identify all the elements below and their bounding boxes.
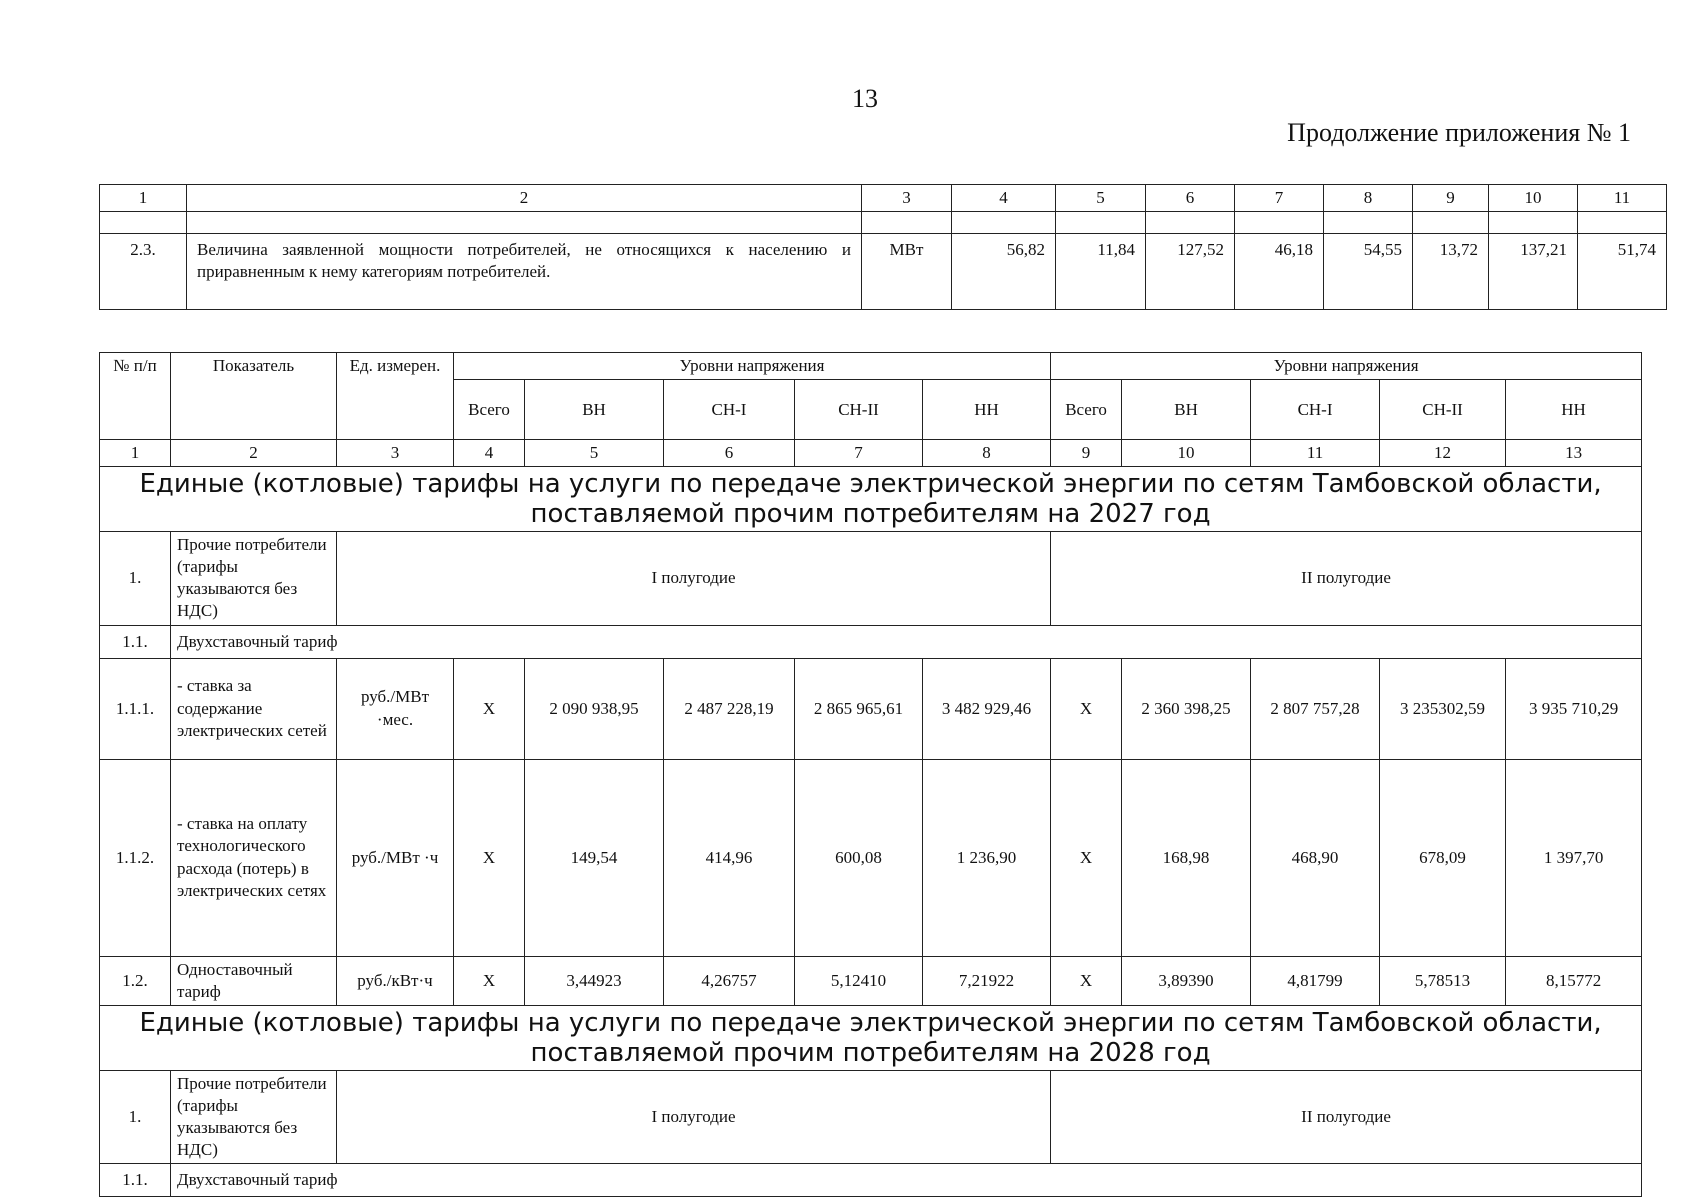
cell-value: Х: [454, 956, 525, 1005]
col-num: 5: [1056, 185, 1146, 212]
spacer-row: [100, 212, 1667, 234]
row-label: - ставка за содержание электрических сетей: [171, 658, 337, 759]
subheader: ВН: [525, 380, 664, 440]
table-row: [100, 625, 1642, 658]
col-num: 2: [171, 440, 337, 467]
subheader: НН: [1506, 380, 1642, 440]
row-unit: руб./кВт·ч: [337, 956, 454, 1005]
col-num: 4: [454, 440, 525, 467]
col-num: 6: [1146, 185, 1235, 212]
power-capacity-table: [99, 184, 1667, 310]
cell-value: 2 865 965,61: [795, 658, 923, 759]
cell-value: 137,21: [1489, 234, 1578, 310]
cell-value: Х: [1051, 759, 1122, 956]
cell-value: 3 935 710,29: [1506, 658, 1642, 759]
header-voltage-levels: Уровни напряжения: [454, 353, 1051, 380]
col-num: 7: [1235, 185, 1324, 212]
cell-value: 678,09: [1380, 759, 1506, 956]
row-label: Двухставочный тариф: [171, 625, 1642, 658]
row-unit: МВт: [862, 234, 952, 310]
col-num: 10: [1122, 440, 1251, 467]
cell-value: 13,72: [1413, 234, 1489, 310]
header-unit: Ед. измерен.: [337, 353, 454, 440]
cell-value: Х: [454, 658, 525, 759]
col-num: 9: [1051, 440, 1122, 467]
cell-value: 2 487 228,19: [664, 658, 795, 759]
page-number: 13: [852, 84, 878, 113]
table-row: [100, 532, 1642, 625]
cell-value: 5,78513: [1380, 956, 1506, 1005]
header-indicator: Показатель: [171, 353, 337, 440]
row-label: Прочие потребители (тарифы указываются без НДС): [171, 532, 337, 625]
cell-value: 46,18: [1235, 234, 1324, 310]
row-number: 1.: [100, 532, 171, 625]
row-number: 1.: [100, 1070, 171, 1163]
col-num: 6: [664, 440, 795, 467]
cell-value: 5,12410: [795, 956, 923, 1005]
row-unit: руб./МВт ·мес.: [337, 658, 454, 759]
cell-value: 3 235302,59: [1380, 658, 1506, 759]
cell-value: Х: [454, 759, 525, 956]
cell-value: 468,90: [1251, 759, 1380, 956]
row-number: 1.1.: [100, 625, 171, 658]
subheader: Всего: [454, 380, 525, 440]
section-title-row: [100, 1005, 1642, 1070]
table-row: [100, 1070, 1642, 1163]
row-description: Величина заявленной мощности потребителей, не относящихся к населению и приравненным к нему категориям потребителей.: [187, 234, 862, 310]
half-year-2: II полугодие: [1051, 1070, 1642, 1163]
table-row: [100, 658, 1642, 759]
cell-value: 51,74: [1578, 234, 1667, 310]
row-number: 2.3.: [100, 234, 187, 310]
cell-value: 3,44923: [525, 956, 664, 1005]
row-unit: руб./МВт ·ч: [337, 759, 454, 956]
col-num: 8: [1324, 185, 1413, 212]
col-num: 7: [795, 440, 923, 467]
half-year-2: II полугодие: [1051, 532, 1642, 625]
table-row: [100, 759, 1642, 956]
section-title-row: [100, 467, 1642, 532]
col-num: 3: [337, 440, 454, 467]
column-number-row: [100, 185, 1667, 212]
row-label: Одноставочный тариф: [171, 956, 337, 1005]
subheader: СН-I: [664, 380, 795, 440]
cell-value: 4,26757: [664, 956, 795, 1005]
col-num: 4: [952, 185, 1056, 212]
subheader: НН: [923, 380, 1051, 440]
cell-value: 2 807 757,28: [1251, 658, 1380, 759]
row-label: Двухставочный тариф: [171, 1164, 1642, 1197]
col-num: 9: [1413, 185, 1489, 212]
col-num: 2: [187, 185, 862, 212]
cell-value: 3 482 929,46: [923, 658, 1051, 759]
table-row: [100, 1164, 1642, 1197]
cell-value: 127,52: [1146, 234, 1235, 310]
cell-value: 2 360 398,25: [1122, 658, 1251, 759]
cell-value: 2 090 938,95: [525, 658, 664, 759]
row-number: 1.1.1.: [100, 658, 171, 759]
row-number: 1.1.: [100, 1164, 171, 1197]
subheader: ВН: [1122, 380, 1251, 440]
col-num: 10: [1489, 185, 1578, 212]
row-label: Прочие потребители (тарифы указываются без НДС): [171, 1070, 337, 1163]
cell-value: 3,89390: [1122, 956, 1251, 1005]
cell-value: 414,96: [664, 759, 795, 956]
col-num: 13: [1506, 440, 1642, 467]
table-row: [100, 956, 1642, 1005]
header-num: № п/п: [100, 353, 171, 440]
cell-value: 1 236,90: [923, 759, 1051, 956]
cell-value: 8,15772: [1506, 956, 1642, 1005]
col-num: 5: [525, 440, 664, 467]
col-num: 11: [1251, 440, 1380, 467]
cell-value: Х: [1051, 658, 1122, 759]
cell-value: 4,81799: [1251, 956, 1380, 1005]
col-num: 12: [1380, 440, 1506, 467]
subheader: СН-II: [795, 380, 923, 440]
appendix-caption: Продолжение приложения № 1: [1287, 118, 1631, 147]
half-year-1: I полугодие: [337, 532, 1051, 625]
column-number-row: [100, 440, 1642, 467]
col-num: 3: [862, 185, 952, 212]
col-num: 11: [1578, 185, 1667, 212]
header-row: [100, 353, 1642, 380]
section-title-2027: Единые (котловые) тарифы на услуги по передаче электрической энергии по сетям Тамбовской области, поставляемой прочим потребителям на 2027 год: [100, 467, 1642, 532]
header-voltage-levels: Уровни напряжения: [1051, 353, 1642, 380]
cell-value: 149,54: [525, 759, 664, 956]
table-row: [100, 234, 1667, 310]
tariff-table: [99, 352, 1642, 1197]
section-title-2028: Единые (котловые) тарифы на услуги по передаче электрической энергии по сетям Тамбовской области, поставляемой прочим потребителям на 2028 год: [100, 1005, 1642, 1070]
cell-value: Х: [1051, 956, 1122, 1005]
cell-value: 1 397,70: [1506, 759, 1642, 956]
row-number: 1.2.: [100, 956, 171, 1005]
subheader: СН-II: [1380, 380, 1506, 440]
row-label: - ставка на оплату технологического расхода (потерь) в электрических сетях: [171, 759, 337, 956]
col-num: 1: [100, 185, 187, 212]
cell-value: 56,82: [952, 234, 1056, 310]
col-num: 8: [923, 440, 1051, 467]
cell-value: 168,98: [1122, 759, 1251, 956]
half-year-1: I полугодие: [337, 1070, 1051, 1163]
subheader: Всего: [1051, 380, 1122, 440]
cell-value: 600,08: [795, 759, 923, 956]
subheader: СН-I: [1251, 380, 1380, 440]
cell-value: 54,55: [1324, 234, 1413, 310]
cell-value: 11,84: [1056, 234, 1146, 310]
col-num: 1: [100, 440, 171, 467]
row-number: 1.1.2.: [100, 759, 171, 956]
cell-value: 7,21922: [923, 956, 1051, 1005]
